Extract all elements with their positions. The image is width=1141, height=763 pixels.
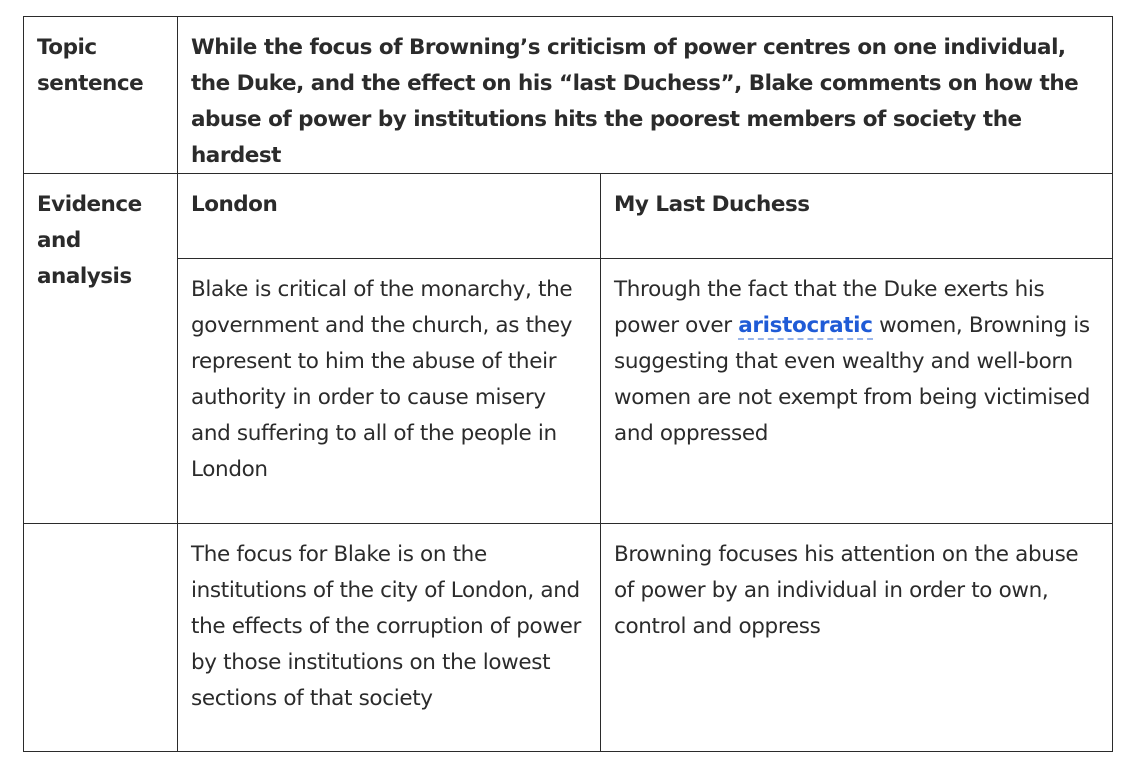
london-analysis-2: The focus for Blake is on the institutions of the city of London, and the effects of the corruption of power by those institutions on the lowest sections of that society xyxy=(191,542,581,711)
duchess-analysis-1-text-start: Through the fact that the Duke exerts his power over xyxy=(614,277,1045,338)
topic-label: Topic sentence xyxy=(37,35,144,96)
duchess-analysis-1-text-end: women, Browning is suggesting that even wealthy and well-born women are not exempt from being victimised and oppressed xyxy=(614,313,1091,446)
comparison-table xyxy=(23,16,1113,752)
aristocratic-glossary-link[interactable]: aristocratic xyxy=(738,313,873,338)
london-analysis-1: Blake is critical of the monarchy, the government and the church, as they represent to him the abuse of their authority in order to cause misery and suffering to all of the people in London xyxy=(191,277,573,482)
topic-sentence: While the focus of Browning’s criticism of power centres on one individual, the Duke, and the effect on his “last Duchess”, Blake comments on how the abuse of power by institutions hits the poorest members of society the hardest xyxy=(191,35,1079,168)
duchess-analysis-2: Browning focuses his attention on the abuse of power by an individual in order to own, control and oppress xyxy=(614,542,1079,639)
column-header-london: London xyxy=(191,192,278,217)
evidence-label: Evidence and analysis xyxy=(37,192,142,289)
duchess-analysis-1 xyxy=(601,259,1112,523)
column-header-my-last-duchess: My Last Duchess xyxy=(614,192,810,217)
empty-label-cell xyxy=(24,524,177,751)
